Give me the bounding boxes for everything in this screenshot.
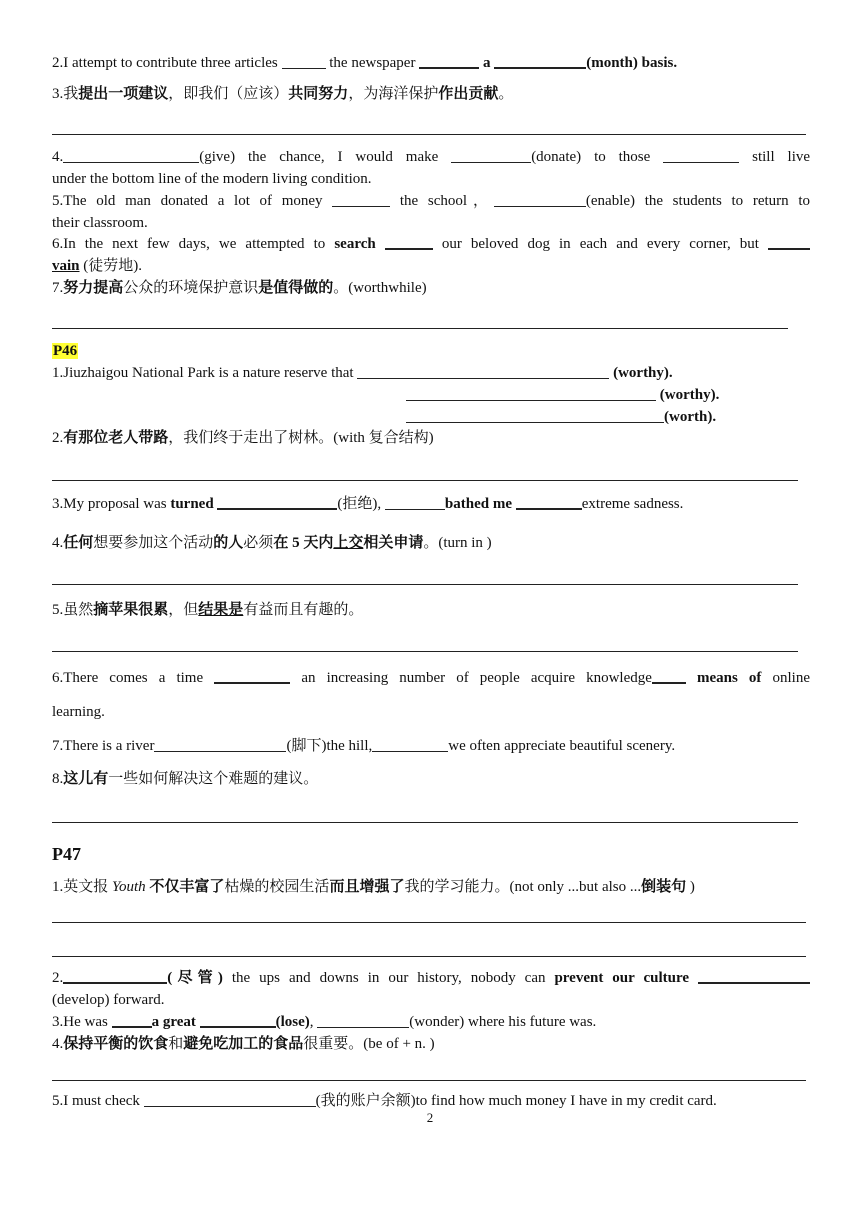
blank[interactable] <box>494 192 586 207</box>
p46-q5-text: 结果是 <box>198 602 244 618</box>
blank[interactable] <box>217 494 337 510</box>
q3-text: 作出贡献 <box>438 86 499 102</box>
p47-question-3 <box>52 1011 596 1033</box>
q2-text: a <box>482 55 491 71</box>
question-3 <box>52 83 513 105</box>
p47-q2-text: prevent our culture <box>554 970 690 986</box>
q5-line <box>52 190 810 212</box>
p46-question-4 <box>52 532 492 554</box>
blank[interactable] <box>451 148 531 163</box>
question-5 <box>52 190 810 234</box>
p46-question-7 <box>52 735 675 757</box>
q6-line <box>52 233 810 255</box>
p46-q6-line <box>52 667 810 689</box>
p46-q4-text: 想要参加这个活动 <box>93 535 214 551</box>
p47-q1-text: 1.英文报 <box>52 879 109 895</box>
q7-text: 公众的环境保护意识 <box>123 280 259 296</box>
q5-text: the school， <box>399 193 494 209</box>
answer-line[interactable] <box>52 822 798 823</box>
p46-question-5 <box>52 599 363 621</box>
q3-text: 。 <box>498 86 514 102</box>
p47-q4-text: 和 <box>168 1036 184 1052</box>
p47-question-4 <box>52 1033 435 1055</box>
p47-q2-text: the ups and downs in our history, nobody can <box>231 970 546 986</box>
p47-q4-text: 很重要。(be of + n. ) <box>303 1036 435 1052</box>
p46-q4-text: 。(turn in ) <box>423 535 492 551</box>
p46-q5-text: ，但 <box>168 602 199 618</box>
q4-text: still live <box>752 149 811 165</box>
question-7 <box>52 277 427 299</box>
blank[interactable] <box>406 386 656 401</box>
q2-text: 2.I attempt to contribute three articles <box>52 55 278 71</box>
p46-q5-text: 有益而且有趣的。 <box>243 602 364 618</box>
p47-q2-text: (尽管) <box>167 970 223 986</box>
p46-q3-text: extreme sadness. <box>581 496 684 512</box>
p46-q7-text: we often appreciate beautiful scenery. <box>448 738 676 754</box>
blank[interactable] <box>516 494 582 510</box>
section-label-p46 <box>52 340 78 362</box>
p47-q4-text: 4. <box>52 1036 64 1052</box>
section-label: P47 <box>52 844 81 864</box>
p46-question-8 <box>52 768 318 790</box>
p46-q6-text: learning. <box>52 704 105 720</box>
blank[interactable] <box>372 737 448 752</box>
p47-q1-text: 倒装句 <box>641 879 687 895</box>
p47-q3-text: a great <box>151 1014 196 1030</box>
p46-q6-text: means of <box>697 670 762 686</box>
blank[interactable] <box>112 1012 152 1028</box>
p47-q5-text: to find how much money I have in my credit card. <box>415 1093 717 1109</box>
p46-q3-text: turned <box>170 496 214 512</box>
blank[interactable] <box>200 1012 276 1028</box>
page-number: 2 <box>426 1110 434 1125</box>
p46-q7-text: (脚下)the hill, <box>286 738 373 754</box>
blank[interactable] <box>385 495 445 510</box>
q4-text: (give) the chance, I would make <box>199 149 439 165</box>
answer-line[interactable] <box>52 480 798 481</box>
p47-q1-text: 枯燥的校园生活 <box>224 879 330 895</box>
p47-question-2 <box>52 967 810 1011</box>
p46-q4-text: 相关申请 <box>363 535 424 551</box>
q4-text: (donate) to those <box>531 149 651 165</box>
q3-text: 提出一项建议 <box>78 86 169 102</box>
p46-q1-text: (worthy). <box>613 365 673 381</box>
blank[interactable] <box>652 668 686 684</box>
p47-question-5 <box>52 1090 717 1112</box>
q6-text: search <box>334 236 376 252</box>
blank[interactable] <box>282 54 326 69</box>
p46-q2-text: 有那位老人带路 <box>63 430 169 446</box>
p47-q1-text: Youth <box>112 879 146 895</box>
p46-q8-text: 一些如何解决这个难题的建议。 <box>108 771 319 787</box>
answer-line[interactable] <box>52 134 806 135</box>
p46-q3-text: 3.My proposal was <box>52 496 167 512</box>
p47-q1-text: ) <box>689 879 695 895</box>
p46-q5-text: 摘苹果很累 <box>93 602 169 618</box>
q4-line <box>52 146 810 168</box>
p46-q1-text: (worth). <box>664 409 717 425</box>
p47-q3-text: 3.He was <box>52 1014 108 1030</box>
p47-question-1 <box>52 876 695 898</box>
blank[interactable] <box>214 668 290 684</box>
q4-text: under the bottom line of the modern living condition. <box>52 171 372 187</box>
p46-q3-text: (拒绝), <box>337 496 382 512</box>
p46-q1-text: (worthy). <box>659 387 720 403</box>
blank[interactable] <box>663 148 739 163</box>
blank[interactable] <box>154 737 286 752</box>
answer-line[interactable] <box>52 956 806 957</box>
q5-text: (enable) the students to return to <box>585 193 811 209</box>
q5-text: their classroom. <box>52 215 148 231</box>
p46-question-1-alt <box>52 406 716 428</box>
p47-q3-text: (wonder) where his future was. <box>409 1014 597 1030</box>
p46-question-1 <box>52 362 673 384</box>
blank[interactable] <box>406 408 664 423</box>
p46-q4-text: 必须 <box>243 535 274 551</box>
blank[interactable] <box>63 148 199 163</box>
answer-line[interactable] <box>52 584 798 585</box>
p46-q2-text: 2. <box>52 430 64 446</box>
p46-q8-text: 这儿有 <box>63 771 109 787</box>
q6-text: (徒劳地). <box>83 258 143 274</box>
p46-q6-text: 6.There comes a time <box>52 670 204 686</box>
p47-q3-text: (lose) <box>275 1014 310 1030</box>
blank[interactable] <box>332 192 390 207</box>
q6-text: our beloved dog in each and every corner, but <box>441 236 759 252</box>
section-label-p47 <box>52 843 81 867</box>
answer-line[interactable] <box>52 651 798 652</box>
q3-text: 3.我 <box>52 86 79 102</box>
p47-q2-text: 2. <box>52 970 64 986</box>
q2-text: (month) basis. <box>586 55 678 71</box>
p46-question-6 <box>52 667 810 723</box>
p46-q8-text: 8. <box>52 771 64 787</box>
answer-line[interactable] <box>52 922 806 923</box>
p47-q1-text: 我的学习能力。(not only ...but also ... <box>404 879 642 895</box>
p47-q1-text: 而且增强了 <box>329 879 405 895</box>
question-4 <box>52 146 810 190</box>
p47-q2-text: (develop) forward. <box>52 992 165 1008</box>
p46-q2-text: ，我们终于走出了树林。(with 复合结构) <box>168 430 434 446</box>
p47-q2-line <box>52 967 810 989</box>
p46-q5-text: 5.虽然 <box>52 602 94 618</box>
p46-q6-text: online <box>772 670 811 686</box>
question-2 <box>52 52 677 74</box>
blank[interactable] <box>144 1092 316 1107</box>
p46-q4-text: 在 5 天内 <box>273 535 334 551</box>
p46-q3-text: bathed me <box>444 496 513 512</box>
p47-q4-text: 避免吃加工的食品 <box>183 1036 304 1052</box>
question-6 <box>52 233 810 277</box>
answer-line[interactable] <box>52 1080 806 1081</box>
p46-q4-text: 的人 <box>213 535 244 551</box>
p46-q1-text: 1.Jiuzhaigou National Park is a nature reserve that <box>52 365 354 381</box>
q2-text: the newspaper <box>329 55 416 71</box>
q7-text: 。(worthwhile) <box>333 280 427 296</box>
p47-q5-text: 5.I must check <box>52 1093 140 1109</box>
answer-line[interactable] <box>52 328 788 329</box>
q7-text: 努力提高 <box>63 280 124 296</box>
p47-q1-text: 不仅丰富了 <box>149 879 225 895</box>
p46-q7-text: 7.There is a river <box>52 738 155 754</box>
blank[interactable] <box>698 968 810 984</box>
p46-q4-text: 任何 <box>63 535 94 551</box>
blank[interactable] <box>419 53 479 69</box>
q3-text: ，即我们（应该） <box>168 86 289 102</box>
p46-q4-text: 上交 <box>333 535 364 551</box>
p46-question-2 <box>52 427 434 449</box>
blank[interactable] <box>63 968 167 984</box>
p47-q3-text: , <box>309 1014 314 1030</box>
blank[interactable] <box>494 53 586 69</box>
q7-text: 是值得做的 <box>258 280 334 296</box>
p47-q4-text: 保持平衡的饮食 <box>63 1036 169 1052</box>
blank[interactable] <box>357 364 609 379</box>
p46-question-3 <box>52 493 683 515</box>
q6-text: vain <box>52 258 80 274</box>
blank[interactable] <box>768 234 810 250</box>
section-label: P46 <box>53 343 78 359</box>
q6-text: 6.In the next few days, we attempted to <box>52 236 326 252</box>
p46-q4-text: 4. <box>52 535 64 551</box>
q7-text: 7. <box>52 280 64 296</box>
blank[interactable] <box>385 234 433 250</box>
q5-text: 5.The old man donated a lot of money <box>52 193 323 209</box>
p46-question-1-alt <box>52 384 719 406</box>
q4-text: 4. <box>52 149 64 165</box>
p46-q6-text: an increasing number of people acquire knowledge <box>301 670 652 686</box>
q3-text: 共同努力 <box>288 86 349 102</box>
p47-q5-text: (我的账户余额) <box>315 1093 416 1109</box>
blank[interactable] <box>317 1013 409 1028</box>
q3-text: ，为海洋保护 <box>348 86 439 102</box>
